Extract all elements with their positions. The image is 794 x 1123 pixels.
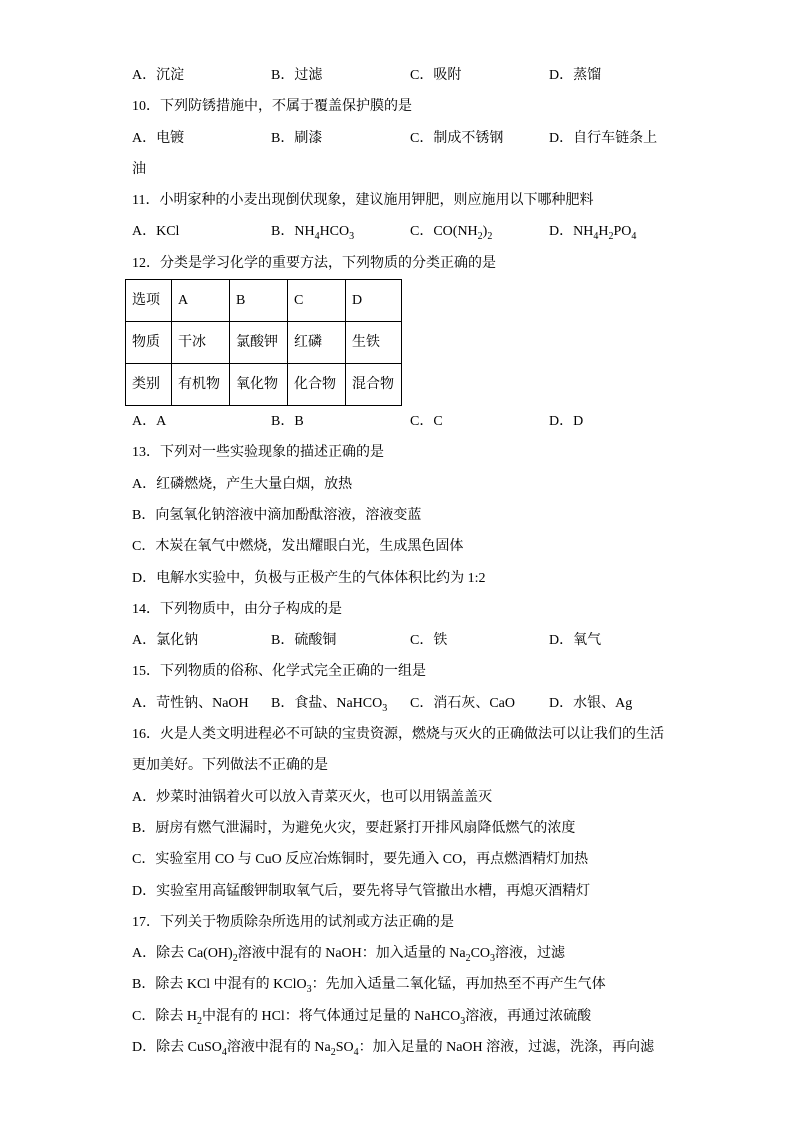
formula-text: 溶液中混有的 NaOH：加入适量的 Na xyxy=(237,946,466,962)
formula-text: CO xyxy=(470,946,491,962)
q12-option-d: D．D xyxy=(549,414,584,430)
subscript: 3 xyxy=(490,952,496,964)
q9-option-c: C．吸附 xyxy=(410,68,462,83)
subscript: 4 xyxy=(353,1046,359,1058)
q10-stem: 10．下列防锈措施中，不属于覆盖保护膜的是 xyxy=(132,99,412,115)
q9-option-a: A．沉淀 xyxy=(132,68,185,83)
formula-text: HCO xyxy=(319,224,350,240)
question-list xyxy=(132,60,664,1063)
subscript: 2 xyxy=(487,231,493,243)
formula-text: C．除去 H xyxy=(132,1008,197,1024)
q10-option-b: B．刷漆 xyxy=(271,130,323,146)
formula-text: B．除去 KCl 中混有的 KClO xyxy=(132,977,307,993)
classification-table-wrapper xyxy=(132,279,664,406)
q10-options xyxy=(132,123,664,154)
q15-options xyxy=(132,688,664,719)
classification-table xyxy=(125,279,402,406)
table-cell: 选项 xyxy=(126,280,172,322)
subscript: 2 xyxy=(196,1015,202,1027)
q16-option-d: D．实验室用高锰酸钾制取氧气后，要先将导气管撤出水槽，再熄灭酒精灯 xyxy=(132,883,591,899)
subscript: 3 xyxy=(460,1015,466,1027)
formula-text: B．食盐、NaHCO xyxy=(271,695,383,711)
table-header-row xyxy=(126,280,402,322)
table-cell: 有机物 xyxy=(172,364,230,406)
table-cell: 氯酸钾 xyxy=(230,322,288,364)
q12-option-a: A．A xyxy=(132,414,167,430)
formula-text: C．CO(NH xyxy=(410,224,478,240)
q16-option-b: B．厨房有燃气泄漏时，为避免火灾，要赶紧打开排风扇降低燃气的浓度 xyxy=(132,820,576,836)
subscript: 2 xyxy=(477,231,483,243)
table-cell: 生铁 xyxy=(346,322,402,364)
formula-text: SO xyxy=(335,1040,354,1056)
formula-text: D．水银、Ag xyxy=(549,695,633,711)
q17-option-c xyxy=(132,1001,664,1032)
q11-options xyxy=(132,216,664,247)
subscript: 2 xyxy=(330,1046,336,1058)
formula-text: A．除去 Ca(OH) xyxy=(132,946,233,962)
q16-stem-line-1: 16．火是人类文明进程必不可缺的宝贵资源，燃烧与灭火的正确做法可以让我们的生活 xyxy=(132,727,664,743)
q12-options xyxy=(132,406,664,437)
subscript: 4 xyxy=(593,231,599,243)
formula-text: D．除去 CuSO xyxy=(132,1040,222,1056)
formula-text: A．苛性钠、NaOH xyxy=(132,695,249,711)
subscript: 3 xyxy=(349,231,355,243)
q10-option-a: A．电镀 xyxy=(132,130,185,146)
subscript: 3 xyxy=(382,702,388,714)
q14-option-d: D．氧气 xyxy=(549,633,602,649)
q15-stem: 15．下列物质的俗称、化学式完全正确的一组是 xyxy=(132,664,426,680)
q12-option-c: C．C xyxy=(410,414,443,430)
q12-stem: 12．分类是学习化学的重要方法，下列物质的分类正确的是 xyxy=(132,255,496,271)
formula-text: H xyxy=(598,224,609,240)
q15-option-d xyxy=(549,688,632,719)
q14-options xyxy=(132,625,664,656)
q17-option-b xyxy=(132,969,664,1000)
table-cell: 红磷 xyxy=(288,322,346,364)
formula-text: ) xyxy=(482,224,488,240)
q16-stem-line-2: 更加美好。下列做法不正确的是 xyxy=(132,758,328,774)
subscript: 2 xyxy=(608,231,614,243)
q9-option-b: B．过滤 xyxy=(271,68,323,83)
table-row xyxy=(126,322,402,364)
table-cell: 混合物 xyxy=(346,364,402,406)
q15-option-a xyxy=(132,688,271,719)
table-cell: C xyxy=(288,280,346,322)
formula-text: 中混有的 HCl：将气体通过足量的 NaHCO xyxy=(201,1008,461,1024)
table-cell: A xyxy=(172,280,230,322)
q13-option-d: D．电解水实验中，负极与正极产生的气体体积比约为 1:2 xyxy=(132,570,486,586)
q16-option-a: A．炒菜时油锅着火可以放入青菜灭火，也可以用锅盖盖灭 xyxy=(132,789,493,805)
q12-option-b: B．B xyxy=(271,414,304,430)
formula-text: A．KCl xyxy=(132,224,180,240)
subscript: 2 xyxy=(232,952,238,964)
formula-text: C．消石灰、CaO xyxy=(410,695,515,711)
table-cell: 氧化物 xyxy=(230,364,288,406)
subscript: 3 xyxy=(306,984,312,996)
table-row xyxy=(126,364,402,406)
q17-stem: 17．下列关于物质除杂所选用的试剂或方法正确的是 xyxy=(132,914,454,930)
q17-option-a xyxy=(132,938,664,969)
formula-text: ：加入足量的 NaOH 溶液，过滤，洗涤，再向滤 xyxy=(358,1040,655,1056)
formula-text: ：先加入适量二氧化锰，再加热至不再产生气体 xyxy=(311,977,606,993)
subscript: 4 xyxy=(221,1046,227,1058)
q11-option-b xyxy=(271,216,410,247)
q9-option-d: D．蒸馏 xyxy=(549,68,602,83)
q13-option-a: A．红磷燃烧，产生大量白烟，放热 xyxy=(132,476,353,492)
q14-stem: 14．下列物质中，由分子构成的是 xyxy=(132,601,342,617)
formula-text: 溶液，过滤 xyxy=(495,946,566,962)
table-cell: B xyxy=(230,280,288,322)
table-cell: 物质 xyxy=(126,322,172,364)
q13-stem: 13．下列对一些实验现象的描述正确的是 xyxy=(132,445,384,461)
q11-option-d xyxy=(549,216,636,247)
q15-option-c xyxy=(410,688,549,719)
q10-option-d-continued: 油 xyxy=(132,161,146,177)
q10-option-c: C．制成不锈钢 xyxy=(410,130,504,146)
table-cell: 类别 xyxy=(126,364,172,406)
q17-option-d xyxy=(132,1032,664,1063)
q13-option-c: C．木炭在氧气中燃烧，发出耀眼白光，生成黑色固体 xyxy=(132,539,464,555)
q14-option-c: C．铁 xyxy=(410,633,448,649)
q14-option-b: B．硫酸铜 xyxy=(271,633,337,649)
q11-option-c xyxy=(410,216,549,247)
formula-text: PO xyxy=(613,224,632,240)
subscript: 2 xyxy=(465,952,471,964)
table-cell: D xyxy=(346,280,402,322)
q13-option-b: B．向氢氧化钠溶液中滴加酚酞溶液，溶液变蓝 xyxy=(132,507,422,523)
formula-text: B．NH xyxy=(271,224,315,240)
q10-option-d: D．自行车链条上 xyxy=(549,130,658,146)
subscript: 4 xyxy=(631,231,637,243)
table-cell: 干冰 xyxy=(172,322,230,364)
q15-option-b xyxy=(271,688,410,719)
q11-stem: 11．小明家种的小麦出现倒伏现象，建议施用钾肥，则应施用以下哪种肥料 xyxy=(132,193,594,209)
table-cell: 化合物 xyxy=(288,364,346,406)
q11-option-a xyxy=(132,216,271,247)
formula-text: 溶液，再通过浓硫酸 xyxy=(465,1008,592,1024)
q9-options xyxy=(132,60,664,91)
formula-text: D．NH xyxy=(549,224,594,240)
formula-text: 溶液中混有的 Na xyxy=(226,1040,331,1056)
subscript: 4 xyxy=(314,231,320,243)
q14-option-a: A．氯化钠 xyxy=(132,633,199,649)
q16-option-c: C．实验室用 CO 与 CuO 反应冶炼铜时，要先通入 CO，再点燃酒精灯加热 xyxy=(132,852,589,868)
